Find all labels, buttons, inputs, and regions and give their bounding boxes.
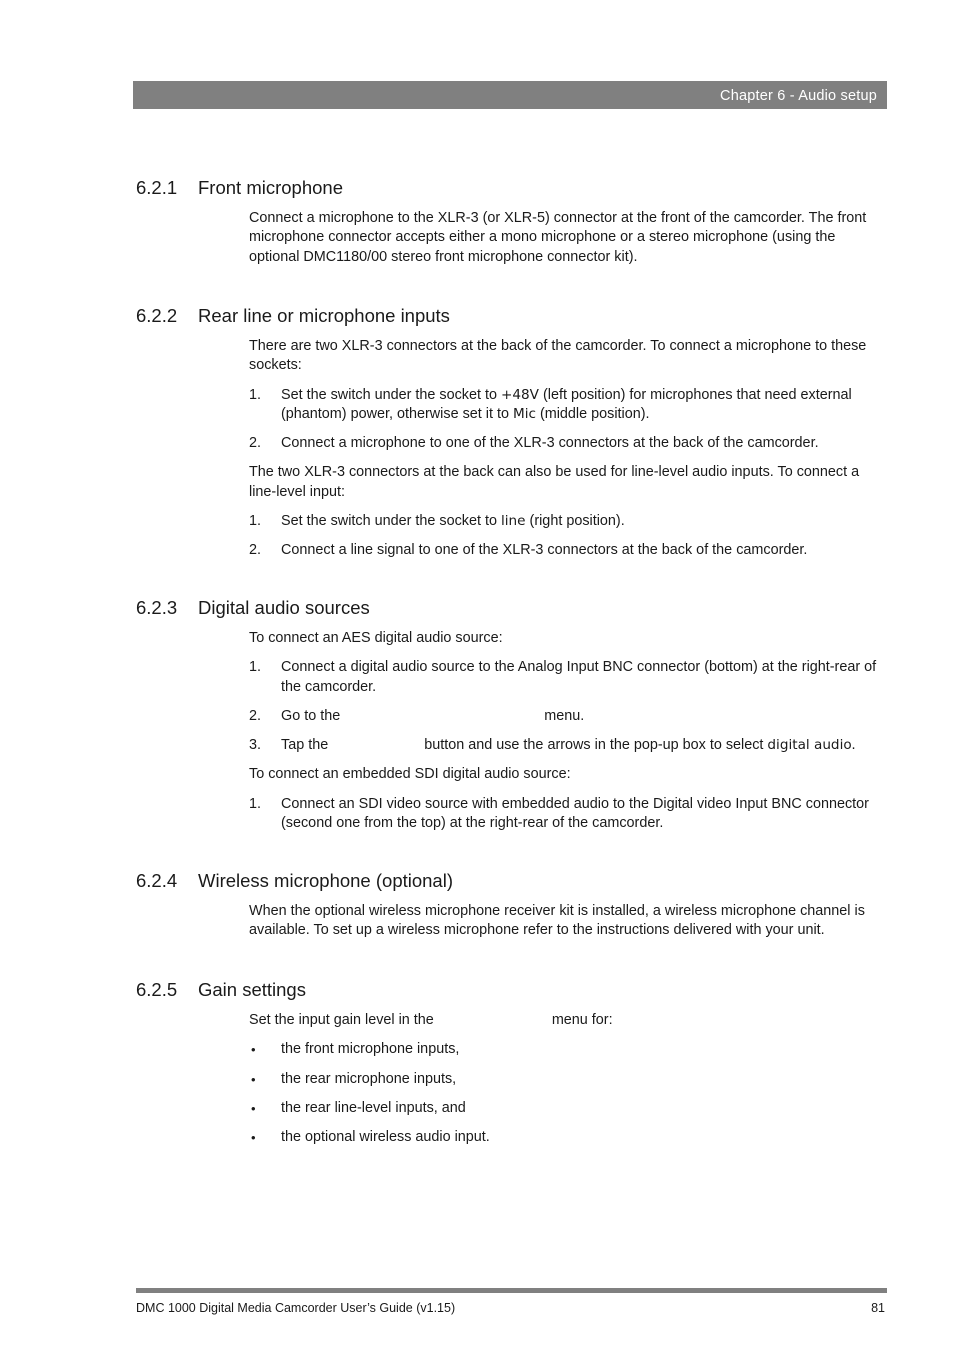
bullet-item bbox=[249, 1040, 887, 1059]
paragraph: To connect an embedded SDI digital audio source: bbox=[249, 766, 571, 783]
footer-page-number: 81 bbox=[871, 1301, 885, 1315]
paragraph bbox=[249, 1011, 887, 1030]
list-item bbox=[249, 434, 887, 453]
section-body bbox=[249, 209, 887, 277]
section-number: 6.2.2 bbox=[136, 305, 178, 326]
list-marker: 2. bbox=[249, 435, 262, 452]
list-marker: 1. bbox=[249, 386, 262, 403]
list-item bbox=[249, 736, 887, 755]
section-heading bbox=[136, 305, 450, 327]
bullet-marker: • bbox=[251, 1042, 256, 1058]
section-heading bbox=[136, 177, 343, 199]
list-item bbox=[249, 512, 887, 531]
list-marker: 1. bbox=[249, 795, 262, 812]
list-text: button and use the arrows in the pop-up box to select bbox=[424, 737, 768, 754]
list-text: Connect a digital audio source to the Analog Input BNC connector (bottom) at the right-rear of the camcorder. bbox=[281, 659, 877, 695]
list-text: Tap the bbox=[281, 737, 329, 754]
section-heading bbox=[136, 870, 453, 892]
list-text: Set the switch under the socket to bbox=[281, 386, 501, 403]
section-title: Wireless microphone (optional) bbox=[198, 870, 453, 891]
bullet-marker: • bbox=[251, 1100, 256, 1116]
paragraph: To connect an AES digital audio source: bbox=[249, 630, 503, 646]
list-text: (right position). bbox=[525, 513, 625, 530]
paragraph: There are two XLR-3 connectors at the back of the camcorder. To connect a microphone to these sockets: bbox=[249, 338, 867, 374]
list-marker: 3. bbox=[249, 737, 262, 754]
section-body bbox=[249, 1011, 887, 1157]
list-text: the rear line-level inputs, and bbox=[281, 1099, 466, 1116]
list-item bbox=[249, 541, 887, 560]
section-heading bbox=[136, 597, 370, 619]
list-marker: 2. bbox=[249, 707, 262, 724]
bullet-item bbox=[249, 1070, 887, 1089]
paragraph-text: Set the input gain level in the bbox=[249, 1012, 434, 1028]
chapter-title: Chapter 6 - Audio setup bbox=[720, 88, 877, 104]
list-text: menu. bbox=[544, 707, 585, 724]
bullet-marker: • bbox=[251, 1130, 256, 1146]
list-item bbox=[249, 386, 887, 425]
list-text: Set the switch under the socket to bbox=[281, 513, 501, 530]
section-body bbox=[249, 902, 887, 951]
list-item bbox=[249, 795, 887, 834]
footer-document-title: DMC 1000 Digital Media Camcorder User’s Guide (v1.15) bbox=[136, 1301, 456, 1315]
list-text: Connect a microphone to one of the XLR-3 connectors at the back of the camcorder. bbox=[281, 435, 819, 452]
section-number: 6.2.3 bbox=[136, 597, 178, 618]
keyword-48v: +48V bbox=[500, 386, 539, 403]
section-body bbox=[249, 337, 887, 571]
section-number: 6.2.1 bbox=[136, 177, 178, 198]
list-text: Go to the bbox=[281, 707, 341, 724]
paragraph: The two XLR-3 connectors at the back can also be used for line-level audio inputs. To connect a line-level input: bbox=[249, 464, 860, 500]
section-number: 6.2.4 bbox=[136, 870, 178, 891]
keyword-mic: Mic bbox=[512, 405, 536, 422]
section-title: Rear line or microphone inputs bbox=[198, 305, 450, 326]
list-text: the front microphone inputs, bbox=[281, 1041, 460, 1058]
list-text: the optional wireless audio input. bbox=[281, 1129, 490, 1146]
chapter-header-bar bbox=[133, 81, 887, 109]
paragraph-text: menu for: bbox=[551, 1012, 613, 1028]
list-item bbox=[249, 707, 887, 726]
list-marker: 2. bbox=[249, 542, 262, 559]
bullet-marker: • bbox=[251, 1071, 256, 1087]
list-text: (left position) for microphones that need external (phantom) power, otherwise set it to bbox=[281, 386, 852, 422]
section-number: 6.2.5 bbox=[136, 979, 178, 1000]
footer-rule bbox=[136, 1288, 887, 1293]
bullet-item bbox=[249, 1128, 887, 1147]
list-marker: 1. bbox=[249, 659, 262, 676]
section-heading bbox=[136, 979, 306, 1001]
list-text: Connect an SDI video source with embedded audio to the Digital video Input BNC connector (second one from the top) at the right-rear of the camcorder. bbox=[281, 795, 869, 832]
keyword-line: line bbox=[500, 513, 526, 530]
section-title: Gain settings bbox=[198, 979, 306, 1000]
section-body bbox=[249, 629, 887, 843]
paragraph: Connect a microphone to the XLR-3 (or XLR-5) connector at the front of the camcorder. The front microphone connector accepts either a mono microphone or a stereo microphone (using the optional DMC1180/00 stereo front microphone connector kit). bbox=[249, 210, 867, 265]
list-item bbox=[249, 658, 887, 697]
list-marker: 1. bbox=[249, 513, 262, 530]
paragraph: When the optional wireless microphone receiver kit is installed, a wireless microphone channel is available. To set up a wireless microphone refer to the instructions delivered with your unit. bbox=[249, 903, 865, 939]
list-text: Connect a line signal to one of the XLR-3 connectors at the back of the camcorder. bbox=[281, 542, 808, 559]
list-text: the rear microphone inputs, bbox=[281, 1070, 457, 1087]
section-title: Digital audio sources bbox=[198, 597, 370, 618]
section-title: Front microphone bbox=[198, 177, 343, 198]
list-text: (middle position). bbox=[535, 405, 650, 422]
bullet-item bbox=[249, 1099, 887, 1118]
keyword-digital-audio: digital audio. bbox=[767, 737, 856, 754]
